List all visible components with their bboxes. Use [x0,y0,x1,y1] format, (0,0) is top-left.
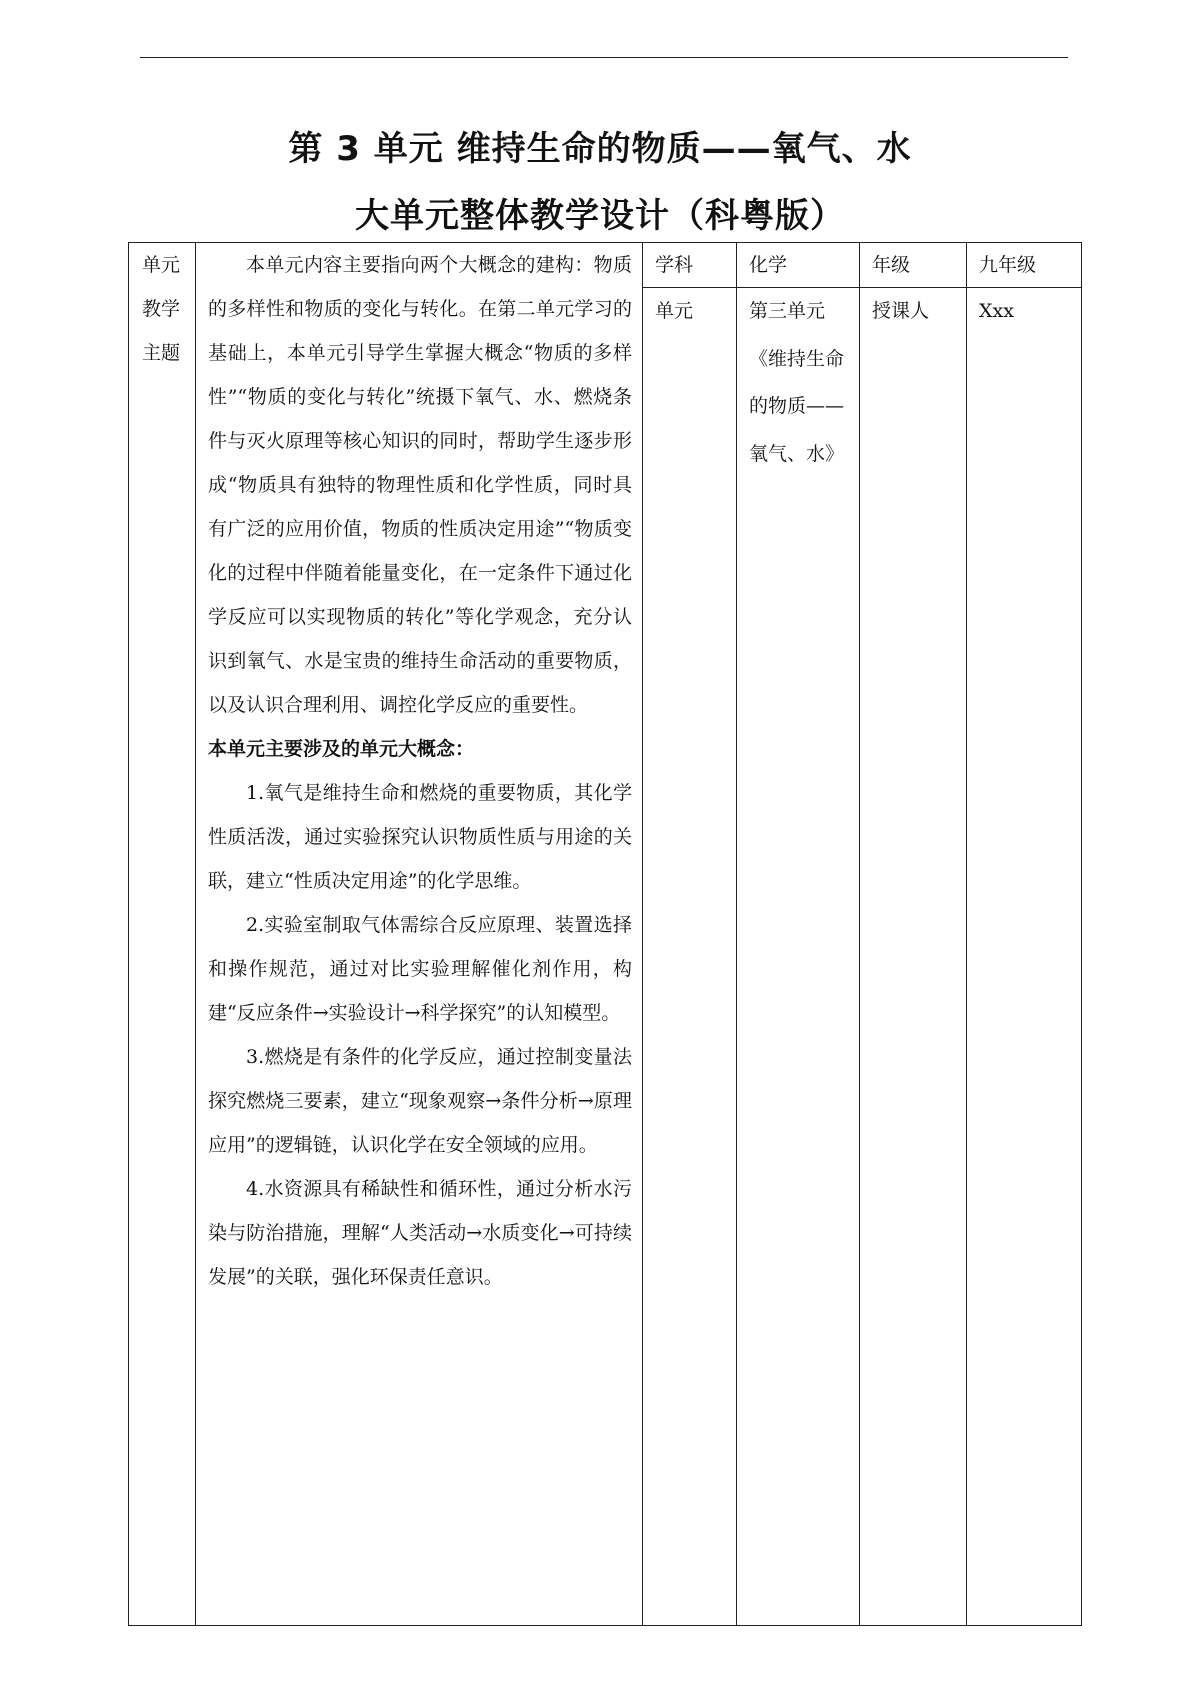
teacher-label: 授课人 [860,288,967,1626]
document-title: 第 3 单元 维持生命的物质——氧气、水 [288,129,912,169]
lesson-design-table [128,242,1082,1626]
concept-item: 3.燃烧是有条件的化学反应，通过控制变量法探究燃烧三要素，建立“现象观察→条件分析→原理应用”的逻辑链，认识化学在安全领域的应用。 [208,1046,632,1156]
teacher-value: Xxx [967,288,1082,1626]
intro-paragraph: 本单元内容主要指向两个大概念的建构：物质的多样性和物质的变化与转化。在第二单元学习的基础上，本单元引导学生掌握大概念“物质的多样性”“物质的变化与转化”统摄下氧气、水、燃烧条件与灭火原理等核心知识的同时，帮助学生逐步形成“物质具有独特的物理性质和化学性质，同时具有广泛的应用价值，物质的性质决定用途”“物质变化的过程中伴随着能量变化，在一定条件下通过化学反应可以实现物质的转化”等化学观念，充分认识到氧气、水是宝贵的维持生命活动的重要物质，以及认识合理利用、调控化学反应的重要性。 [208,254,632,716]
grade-value: 九年级 [967,243,1082,288]
unit-value: 第三单元《维持生命的物质——氧气、水》 [749,300,845,465]
concepts-heading: 本单元主要涉及的单元大概念： [208,738,475,760]
unit-value-cell [737,288,860,1626]
content-cell [196,243,643,1626]
subject-value: 化学 [737,243,860,288]
theme-label: 单元教学主题 [142,254,181,364]
subject-label: 学科 [643,243,737,288]
concept-item: 4.水资源具有稀缺性和循环性，通过分析水污染与防治措施，理解“人类活动→水质变化→可持续发展”的关联，强化环保责任意识。 [208,1178,632,1288]
unit-label: 单元 [643,288,737,1626]
header-rule [140,57,1068,58]
document-subtitle: 大单元整体教学设计（科粤版） [355,196,845,236]
theme-label-cell [129,243,196,1626]
concept-item: 1.氧气是维持生命和燃烧的重要物质，其化学性质活泼，通过实验探究认识物质性质与用途的关联，建立“性质决定用途”的化学思维。 [208,782,632,892]
concept-item: 2.实验室制取气体需综合反应原理、装置选择和操作规范，通过对比实验理解催化剂作用，构建“反应条件→实验设计→科学探究”的认知模型。 [208,914,632,1024]
grade-label: 年级 [860,243,967,288]
table-header-row [129,243,1082,288]
